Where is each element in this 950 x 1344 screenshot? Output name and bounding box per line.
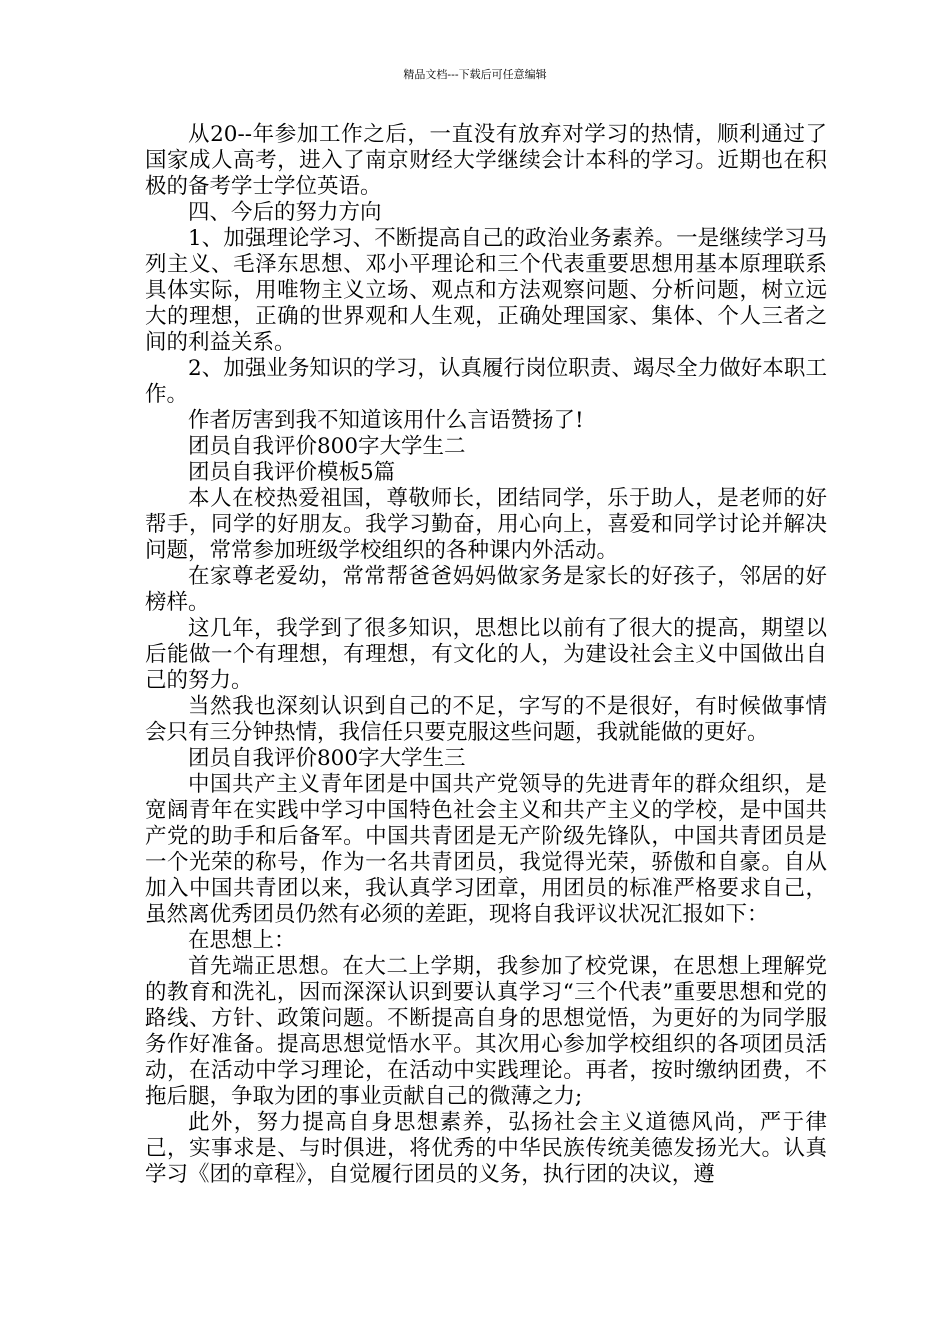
page-header: 精品文档---下载后可任意编辑 [403, 68, 547, 81]
paragraph: 这几年，我学到了很多知识，思想比以前有了很大的提高，期望以后能做一个有理想，有理想，有文化的人，为建设社会主义中国做出自己的努力。 [145, 616, 827, 693]
section-heading: 团员自我评价模板5篇 [188, 460, 396, 485]
paragraph: 当然我也深刻认识到自己的不足，字写的不是很好，有时候做事情会只有三分钟热情，我信任只要克服这些问题，我就能做的更好。 [145, 694, 827, 745]
paragraph: 作者厉害到我不知道该用什么言语赞扬了! [188, 408, 584, 433]
section-heading: 团员自我评价800字大学生二 [188, 434, 466, 459]
section-heading: 四、今后的努力方向 [188, 200, 382, 225]
section-heading: 团员自我评价800字大学生三 [188, 746, 466, 771]
section-heading: 在思想上： [188, 928, 296, 953]
paragraph: 首先端正思想。在大二上学期，我参加了校党课，在思想上理解党的教育和洗礼，因而深深认识到要认真学习“三个代表”重要思想和党的路线、方针、政策问题。不断提高自身的思想觉悟，为更好的为同学服务作好准备。提高思想觉悟水平。其次用心参加学校组织的各项团员活动，在活动中学习理论，在活动中实践理论。再者，按时缴纳团费，不拖后腿，争取为团的事业贡献自己的微薄之力; [145, 954, 827, 1109]
paragraph: 此外，努力提高自身思想素养，弘扬社会主义道德风尚，严于律己，实事求是、与时俱进，将优秀的中华民族传统美德发扬光大。认真学习《团的章程》，自觉履行团员的义务，执行团的决议，遵 [145, 1110, 827, 1187]
paragraph: 从20--年参加工作之后，一直没有放弃对学习的热情，顺利通过了国家成人高考，进入了南京财经大学继续会计本科的学习。近期也在积极的备考学士学位英语。 [145, 122, 827, 199]
document-body [145, 122, 827, 1188]
paragraph: 在家尊老爱幼，常常帮爸爸妈妈做家务是家长的好孩子，邻居的好榜样。 [145, 564, 827, 615]
paragraph: 2、加强业务知识的学习，认真履行岗位职责、竭尽全力做好本职工作。 [145, 356, 827, 407]
paragraph: 1、加强理论学习、不断提高自己的政治业务素养。一是继续学习马列主义、毛泽东思想、邓小平理论和三个代表重要思想用基本原理联系具体实际，用唯物主义立场、观点和方法观察问题、分析问题，树立远大的理想，正确的世界观和人生观，正确处理国家、集体、个人三者之间的利益关系。 [145, 226, 827, 355]
paragraph: 中国共产主义青年团是中国共产党领导的先进青年的群众组织，是宽阔青年在实践中学习中国特色社会主义和共产主义的学校，是中国共产党的助手和后备军。中国共青团是无产阶级先锋队，中国共青团员是一个光荣的称号，作为一名共青团员，我觉得光荣，骄傲和自豪。自从加入中国共青团以来，我认真学习团章，用团员的标准严格要求自己，虽然离优秀团员仍然有必须的差距，现将自我评议状况汇报如下： [145, 772, 827, 927]
paragraph: 本人在校热爱祖国，尊敬师长，团结同学，乐于助人，是老师的好帮手，同学的好朋友。我学习勤奋，用心向上，喜爱和同学讨论并解决问题，常常参加班级学校组织的各种课内外活动。 [145, 486, 827, 563]
